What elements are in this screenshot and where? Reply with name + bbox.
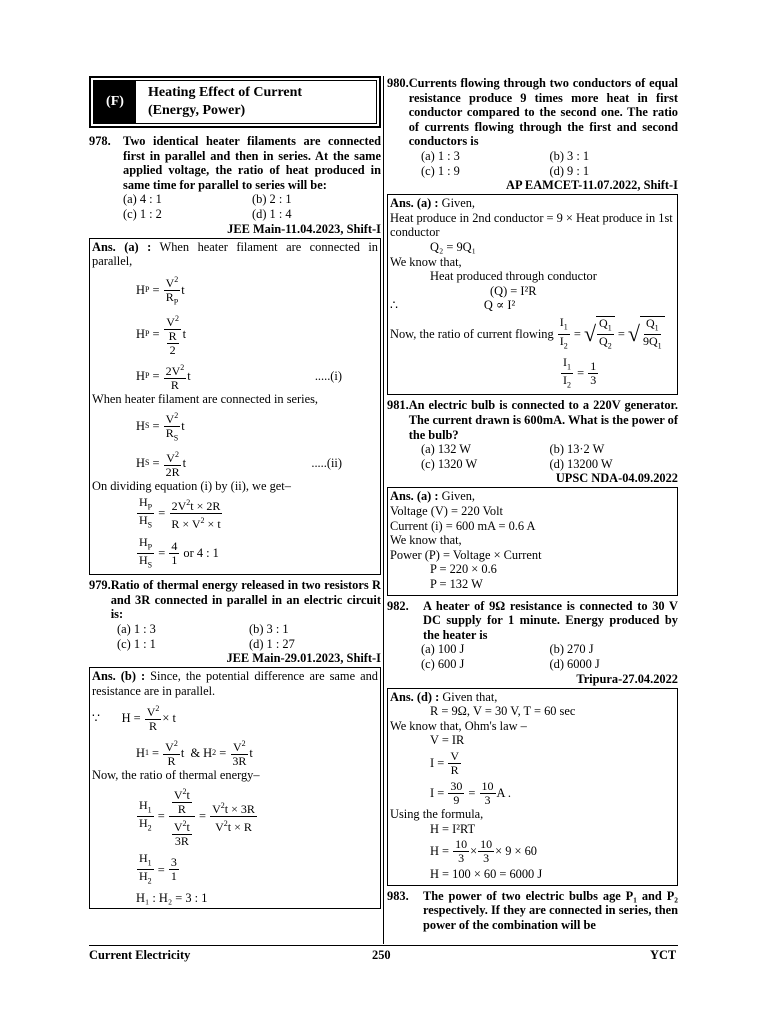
footer-rule <box>89 945 678 946</box>
options-982: (a) 100 J (b) 270 J (c) 600 J (d) 6000 J <box>421 642 600 671</box>
section-title: Heating Effect of Current (Energy, Power) <box>148 85 303 118</box>
question-978: 978. Two identical heater filaments are connected first in parallel and then in series. At the same applied voltage, the ratio of heat produced in same time for parallel to series will be: <box>89 134 381 192</box>
section-header <box>89 76 381 128</box>
options-978: (a) 4 : 1 (b) 2 : 1 (c) 1 : 2 (d) 1 : 4 <box>123 192 292 221</box>
section-tag: (F) <box>94 81 136 123</box>
answer-982: Ans. (d) : Given that, R = 9Ω, V = 30 V, T = 60 sec We know that, Ohm's law – V = IR I = $\frac{V}{R}$ I = $\frac{30}{9}$ = $\frac{10}{3}$ A . Using the formula, H = I²RT H = $\frac{10}{3}$ × $\frac{10}{3}$ × 9 × 60 H = 100 × 60 = 6000 J <box>387 688 678 886</box>
source-980: AP EAMCET-11.07.2022, Shift-I <box>506 178 678 193</box>
question-980: 980. Currents flowing through two conductors of equal resistance produce 9 times more heat in first conductor compared to the second one. The ratio of currents flowing through the first and second conductors is <box>387 76 678 149</box>
question-982: 982. A heater of 9Ω resistance is connected to 30 V DC supply for 1 minute. Energy produced by the heater is <box>387 598 678 642</box>
answer-979: Ans. (b) : Since, the potential difference are same and resistance are in parallel. ∵ H = $\frac{V^2}{R}$ × t H 1 = $\frac{V^2}{R}$ t & H 2 = $\frac{V^2}{3R}$ t Now, the ratio of thermal energy– $\frac{H_1}{H_2}$ = $\frac{\frac{V^2t}{R}}{\frac{V^2t}{3R}}$ = $\frac{V^2t \times 3R}{V^2t \times R}$ $\frac{H_1}{H_2}$ = $\frac{3}{1}$ H₁ : H₂ = 3 : 1 <box>89 667 381 909</box>
options-980: (a) 1 : 3 (b) 3 : 1 (c) 1 : 9 (d) 9 : 1 <box>421 148 590 178</box>
source-978: JEE Main-11.04.2023, Shift-I <box>227 221 381 236</box>
page-number: 250 <box>372 948 391 962</box>
question-981: 981. An electric bulb is connected to a 220V generator. The current drawn is 600mA. What is the power of the bulb? <box>387 398 678 442</box>
right-column <box>387 76 678 933</box>
source-981: UPSC NDA-04.09.2022 <box>555 471 678 486</box>
question-983: 983. The power of two electric bulbs age P₁ and P₂ respectively. If they are connected in series, then power of the combination will be <box>387 888 678 932</box>
footer-publisher: YCT <box>650 948 677 962</box>
left-column <box>89 76 381 912</box>
source-982: Tripura-27.04.2022 <box>576 671 678 686</box>
options-979: (a) 1 : 3 (b) 3 : 1 (c) 1 : 1 (d) 1 : 27 <box>117 622 295 651</box>
answer-981: Ans. (a) : Given, Voltage (V) = 220 Volt Current (i) = 600 mA = 0.6 A We know that, Power (P) = Voltage × Current P = 220 × 0.6 P = 132 W <box>387 487 678 595</box>
question-979: 979. Ratio of thermal energy released in two resistors R and 3R connected in parallel in an electric circuit is: <box>89 578 381 622</box>
answer-980: Ans. (a) : Given, Heat produce in 2nd conductor = 9 × Heat produce in 1st conductor Q₂ = 9Q₁ We know that, Heat produced through conductor (Q) = I²R ∴ Q ∝ I² Now, the ratio of current flowing $\frac{I_1}{I_2}$ = √ $\frac{Q_1}{Q_2}$ = √ $\frac{Q_1}{9Q_1}$ $\frac{I_1}{I_2}$ = $\frac{1}{3}$ <box>387 194 678 395</box>
column-divider <box>383 76 384 944</box>
options-981: (a) 132 W (b) 13·2 W (c) 1320 W (d) 13200 W <box>421 442 613 471</box>
footer-chapter: Current Electricity <box>89 948 191 962</box>
source-979: JEE Main-29.01.2023, Shift-I <box>226 651 381 666</box>
answer-978: Ans. (a) : When heater filament are connected in parallel, H P = $\frac{V^2}{R_P}$ t H P = $\frac{V^2}{\frac{R}{2}}$ t H P = $\frac{2V^2}{R}$ t .....(i) When heater filament are connected in series, H S = $\frac{V^2}{R_S}$ t H S = $\frac{V^2}{2R}$ t .....(ii) On dividing equation (i) by (ii), we get– $\frac{H_P}{H_S}$ = $\frac{2V^2t \times 2R}{R \times V^2 \times t}$ $\frac{H_P}{H_S}$ = $\frac{4}{1}$ or 4 : 1 <box>89 238 381 576</box>
